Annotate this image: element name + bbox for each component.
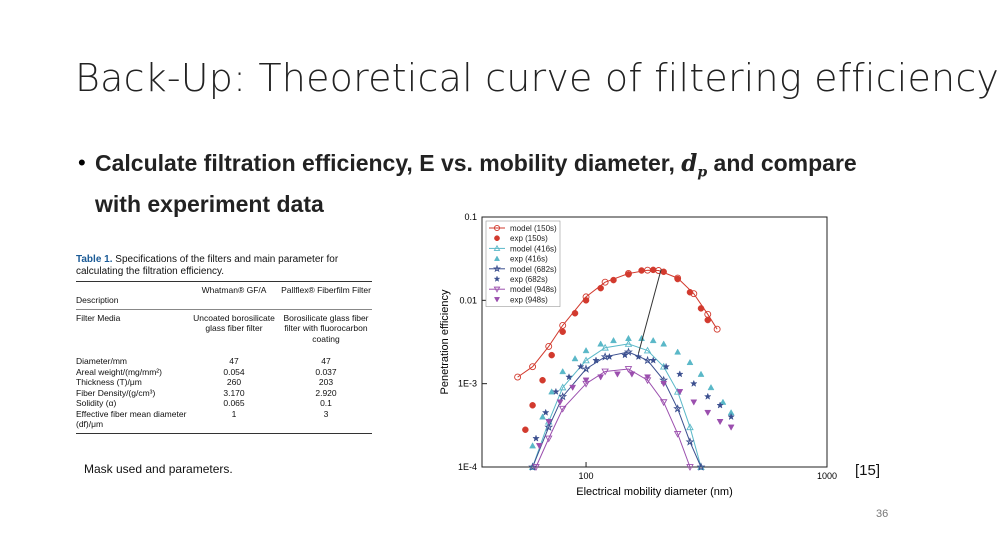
bullet-main: Calculate filtration efficiency, E vs. mobility diameter, [95,150,675,176]
dp-subscript: p [697,164,708,181]
table-cell: 47 [229,356,239,366]
table-cell: Uncoated borosilicate glass fiber filter [193,312,275,333]
series-line [533,352,701,467]
data-point [714,326,720,332]
data-point [728,425,734,430]
legend-entry-label: model (416s) [510,244,557,254]
data-point [691,380,697,386]
series-model-682s- [530,349,705,470]
table-cell: 1 [231,408,237,419]
data-point [540,377,546,383]
table-cell: Solidity (α) [76,398,117,408]
dp-letter: d [681,150,698,177]
data-point [560,329,566,335]
data-point [691,400,697,405]
table-cell: Filter Media [76,312,121,323]
data-point [698,305,704,311]
table-cell: 0.054 [223,366,245,377]
data-point [677,371,683,377]
table-cell: 0.1 [320,398,332,408]
data-point [705,317,711,323]
series-exp-416s- [530,335,735,448]
data-point [661,341,667,346]
table-cell: Thickness (T)/μm [76,377,142,387]
page-number: 36 [876,508,889,520]
legend-entry-label: exp (416s) [510,254,548,264]
data-point [610,337,616,342]
x-tick-label: 100 [578,471,594,481]
table-cell: 3 [323,408,329,419]
slide-title: Back-Up: Theoretical curve of filtering efficiency [75,56,999,100]
data-point [572,310,578,316]
bullet-tail: and compare [713,150,857,176]
data-point [560,368,566,373]
table-row [76,356,372,367]
figure-caption: Mask used and parameters. [84,462,233,476]
legend-entry-label: exp (150s) [510,234,548,244]
legend-entry-label: exp (682s) [510,275,548,284]
data-point [687,289,693,295]
data-point [650,267,656,273]
data-point [522,427,528,433]
legend-entry-label: model (948s) [510,285,557,295]
data-point [635,354,641,360]
table-row [76,377,372,388]
data-point [549,352,555,358]
table-cell: Effective fiber mean diameter (df)/μm [76,408,187,429]
reference-number: [15] [855,462,881,479]
bullet-line2: with experiment data [95,190,324,217]
table-header-cell: Whatman® GF/A [201,285,267,295]
data-point [639,268,645,274]
penetration-efficiency-chart [432,205,838,500]
data-point [650,337,656,342]
legend-entry-label: model (682s) [510,264,557,274]
table-cell: 47 [321,356,331,366]
annotation-line [638,269,661,353]
table-cell: 0.065 [223,398,245,408]
data-point [598,285,604,291]
table-cell: Fiber Density/(g/cm³) [76,387,156,398]
data-point [566,374,572,380]
chart-legend [486,221,560,307]
legend-entry-label: model (150s) [510,224,557,233]
data-point [705,393,711,399]
table-row [76,313,372,345]
y-tick-label: 1E-4 [457,462,477,472]
data-point [598,341,604,346]
table-top-rule [76,281,372,282]
data-point [557,400,563,405]
x-tick-label: 1000 [816,471,838,481]
legend-marker [494,236,499,241]
x-axis-label: Electrical mobility diameter (nm) [576,486,733,498]
table-cell: 3.170 [223,387,245,398]
data-point [598,375,604,380]
legend-entry-label: exp (948s) [510,295,548,305]
dp-symbol [681,150,708,181]
data-point [572,356,578,361]
data-point [625,335,631,340]
table-row [76,367,372,378]
y-tick-label: 0.1 [464,212,477,222]
data-point [639,335,645,340]
data-point [610,277,616,283]
table-cell: Areal weight/(mg/mm²) [76,366,162,377]
data-point [698,371,704,376]
table-header-cell: Pallflex® Fiberfilm Filter [281,285,371,295]
y-tick-label: 0.01 [459,295,477,306]
table-caption-text: Specifications of the filters and main parameter for calculating the filtration efficiency. [76,254,339,277]
data-point [675,276,681,282]
table-header-rule [76,309,372,310]
table-cell: 203 [318,377,334,387]
table-cell: 0.037 [315,366,337,377]
data-point [675,349,681,354]
table-row [76,388,372,399]
series-line [536,369,690,467]
table-cell: Borosilicate glass fiber filter with fluorocarbon coating [283,312,369,344]
data-point [543,409,549,415]
data-point [687,359,693,364]
table-row [76,398,372,409]
data-point [717,419,723,424]
data-point [625,271,631,277]
series-model-948s- [533,367,693,470]
table-cell: 2.920 [315,387,337,398]
table-cell: Diameter/mm [76,356,128,366]
y-tick-label: 1E-3 [457,378,477,389]
table-row [76,409,372,430]
data-point [705,410,711,415]
data-point [583,297,589,303]
bullet-dot-icon: • [78,150,86,175]
data-point [533,435,539,441]
filter-spec-table [76,254,372,437]
table-cell: 260 [226,377,242,387]
data-point [629,372,635,377]
table-header-cell: Description [76,295,119,305]
data-point [583,348,589,353]
data-point [530,402,536,408]
data-point [614,372,620,377]
data-point [661,269,667,275]
table-caption [76,254,372,278]
data-point [530,443,536,448]
data-point [708,384,714,389]
table-bottom-rule [76,433,372,434]
y-axis-label: Penetration efficiency [439,289,451,395]
table-header-row [76,285,372,306]
table-label: Table 1. [76,254,113,265]
